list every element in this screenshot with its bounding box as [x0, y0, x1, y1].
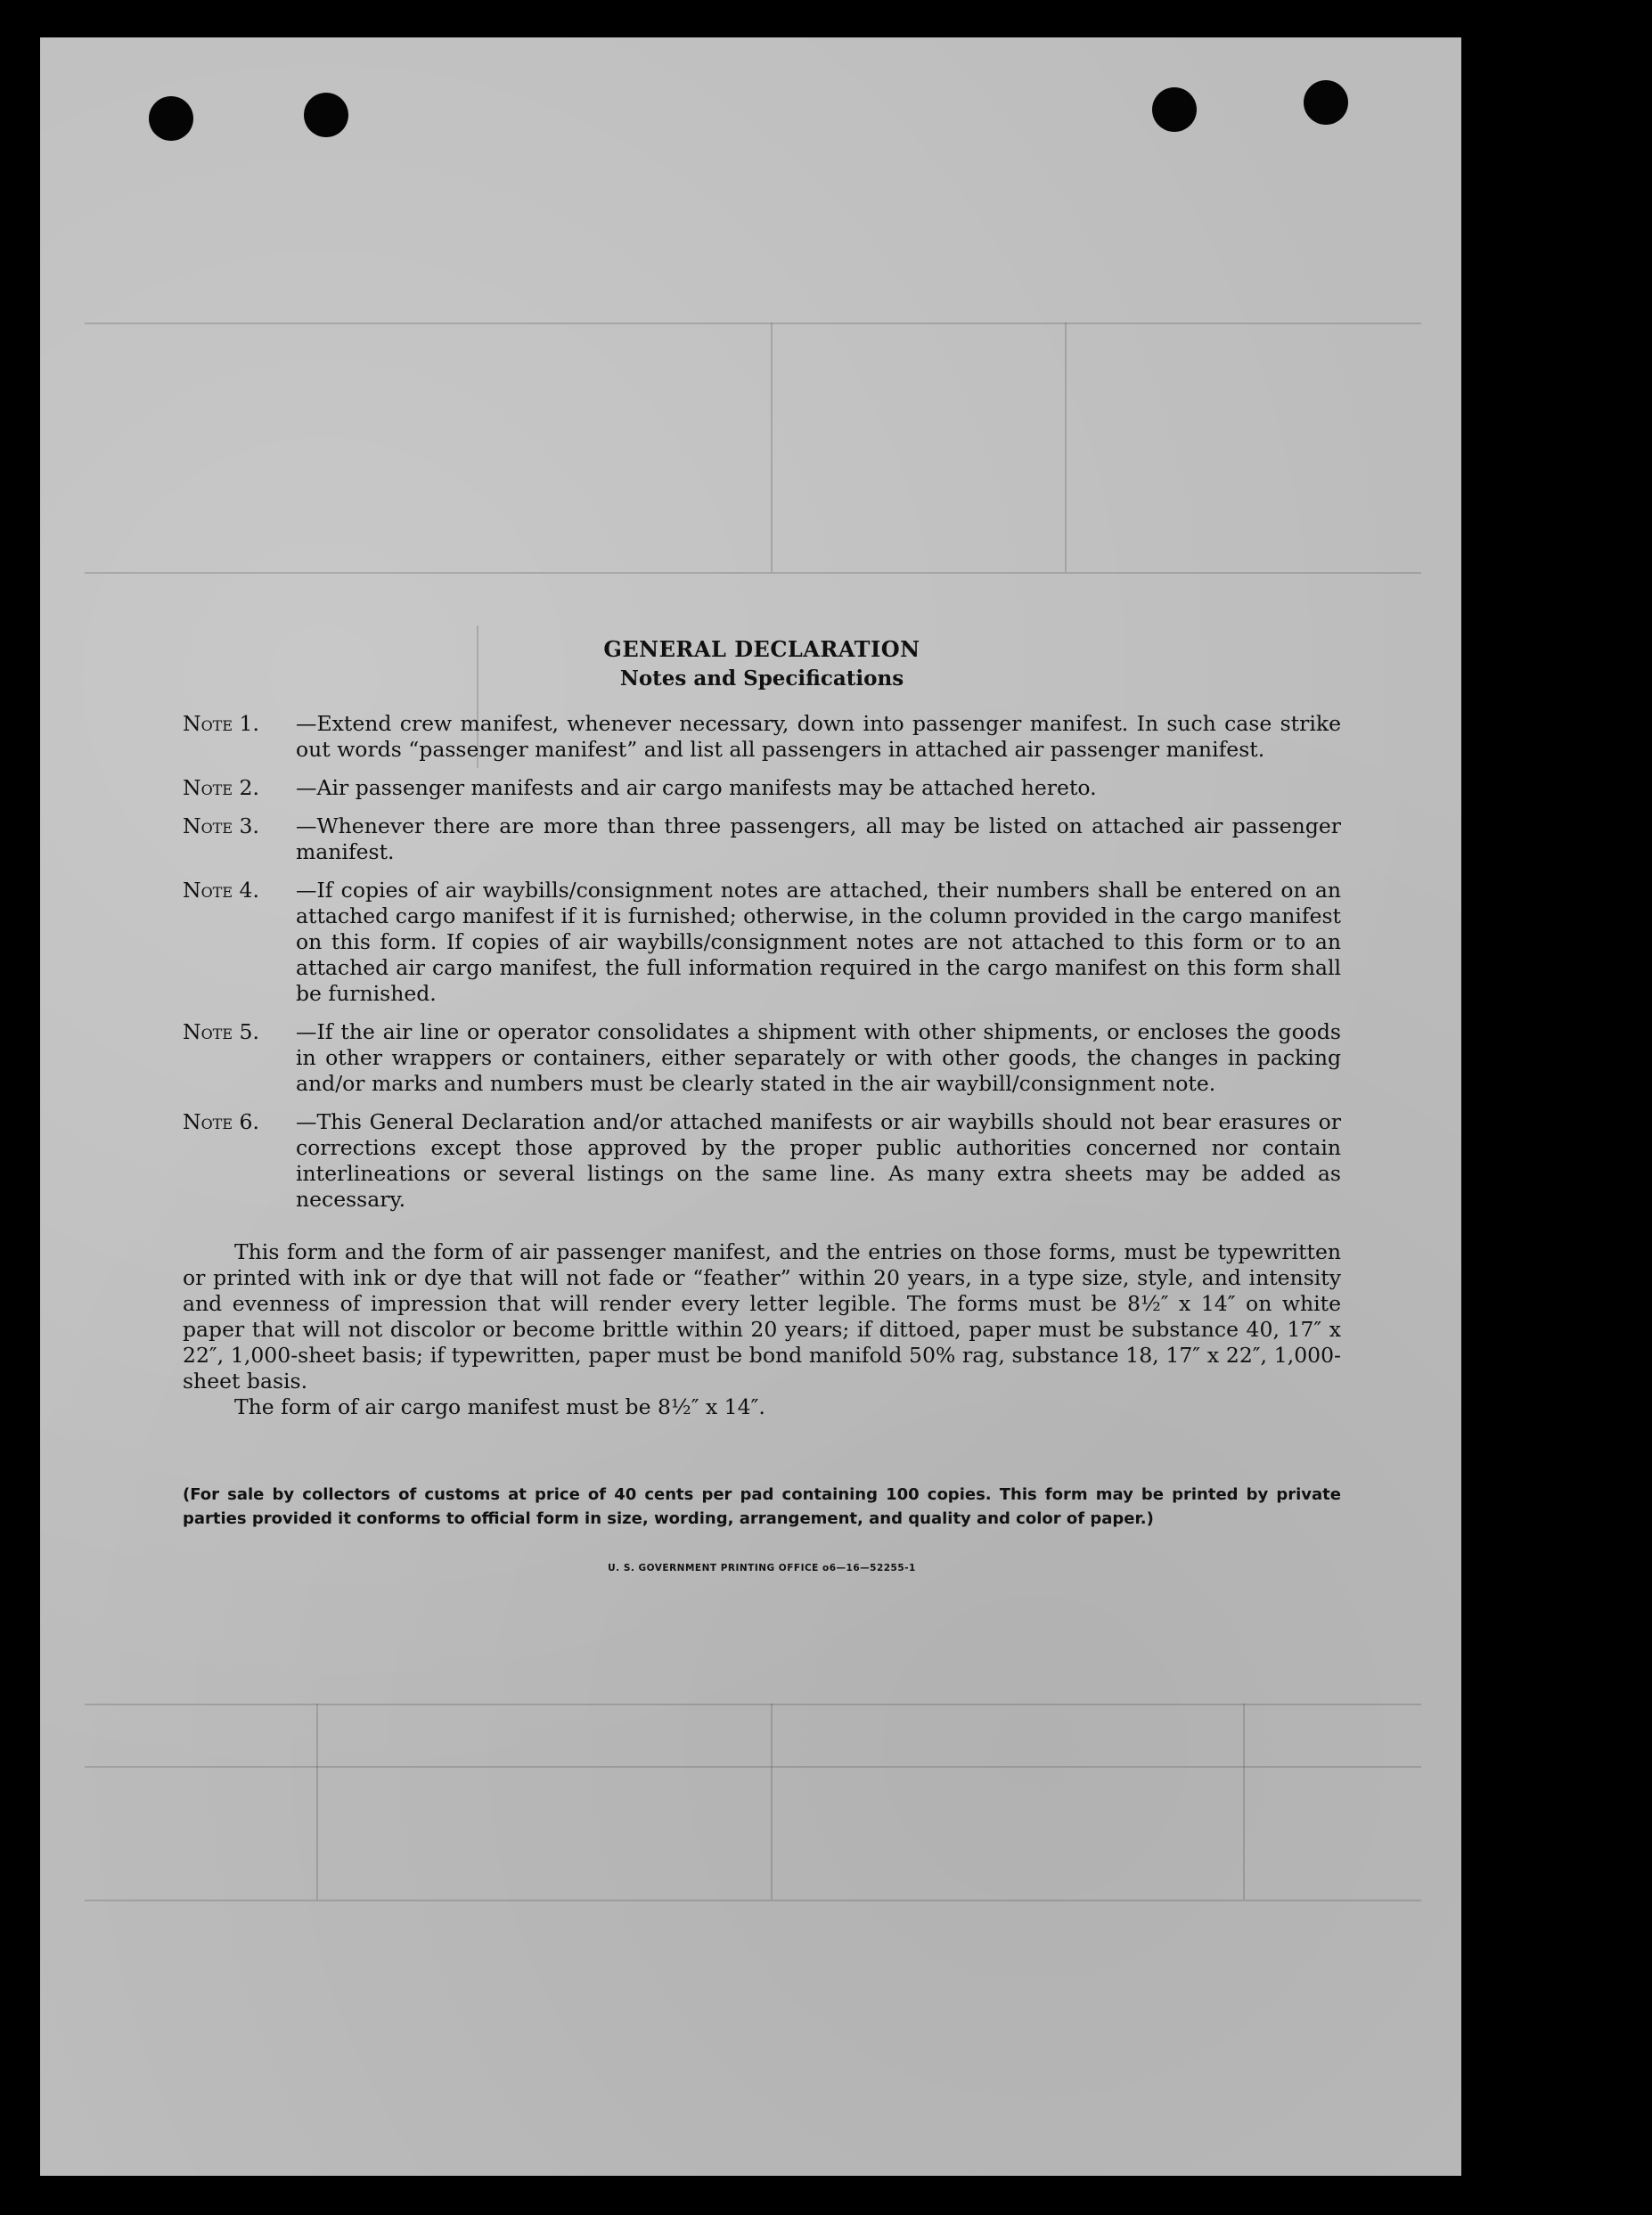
note-label: Note 5. [183, 1019, 259, 1044]
note-5 [183, 1019, 1341, 1097]
note-label: Note 1. [183, 711, 259, 736]
punch-hole-1 [149, 96, 193, 141]
note-text: —Extend crew manifest, whenever necessary, down into passenger manifest. In such case strike out words “passenger manifest” and list all passengers in attached air passenger manifest. [296, 711, 1341, 762]
note-1 [183, 711, 1341, 763]
note-text: —If copies of air waybills/consignment notes are attached, their numbers shall be entered on an attached cargo manifest if it is furnished; otherwise, in the column provided in the cargo manifest on this form. If copies of air waybills/consignment notes are not attached to this form or to an attached air cargo manifest, the full information required in the cargo manifest on this form shall be furnished. [296, 878, 1341, 1006]
bleed-through-line [85, 1704, 1421, 1705]
note-2 [183, 775, 1341, 801]
note-label: Note 4. [183, 878, 259, 903]
bleed-through-line [85, 323, 1421, 324]
bleed-through-line [85, 1900, 1421, 1901]
note-text: —Whenever there are more than three passengers, all may be listed on attached air passenger manifest. [296, 813, 1341, 864]
bleed-through-line [1243, 1704, 1245, 1900]
punch-hole-3 [1152, 87, 1197, 132]
bleed-through-line [85, 1766, 1421, 1768]
punch-hole-2 [304, 93, 348, 137]
note-text: —This General Declaration and/or attached manifests or air waybills should not bear erasures or corrections except those approved by the proper public authorities concerned nor contain interlineations or several listings on the same line. As many extra sheets may be added as necessary. [296, 1109, 1341, 1212]
bleed-through-line [316, 1704, 318, 1900]
page-title: GENERAL DECLARATION [603, 636, 920, 662]
note-label: Note 3. [183, 813, 259, 838]
note-label: Note 6. [183, 1109, 259, 1134]
bleed-through-line [1065, 323, 1067, 572]
printing-office-line: U. S. GOVERNMENT PRINTING OFFICE o6—16—52255-1 [608, 1563, 916, 1573]
note-label: Note 2. [183, 775, 259, 800]
cargo-manifest-size-paragraph: The form of air cargo manifest must be 8½″ x 14″. [234, 1394, 765, 1419]
bleed-through-line [771, 323, 773, 572]
note-text: —If the air line or operator consolidates a shipment with other shipments, or encloses the goods in other wrappers or containers, either separately or with other goods, the changes in packing and/or marks and numbers must be clearly stated in the air waybill/consignment note. [296, 1019, 1341, 1096]
note-4 [183, 878, 1341, 1007]
bleed-through-line [771, 1704, 773, 1900]
page-subtitle: Notes and Specifications [619, 666, 904, 691]
bleed-through-line [85, 572, 1421, 574]
note-6 [183, 1109, 1341, 1213]
note-text: —Air passenger manifests and air cargo manifests may be attached hereto. [296, 775, 1097, 800]
document-page [40, 37, 1461, 2176]
note-3 [183, 813, 1341, 865]
sale-note: (For sale by collectors of customs at price of 40 cents per pad containing 100 copies. This form may be printed by private parties provided it conforms to official form in size, wording, arrangement, and quality and color of paper.) [183, 1485, 1341, 1528]
punch-hole-4 [1304, 80, 1348, 125]
paper-specification-paragraph: This form and the form of air passenger manifest, and the entries on those forms, must be typewritten or printed with ink or dye that will not fade or “feather” within 20 years, in a type size, style, and intensity and evenness of impression that will render every letter legible. The forms must be 8½″ x 14″ on white paper that will not discolor or become brittle within 20 years; if dittoed, paper must be substance 40, 17″ x 22″, 1,000-sheet basis; if typewritten, paper must be bond manifold 50% rag, substance 18, 17″ x 22″, 1,000-sheet basis. [183, 1239, 1341, 1394]
declaration-content [183, 634, 1341, 1591]
